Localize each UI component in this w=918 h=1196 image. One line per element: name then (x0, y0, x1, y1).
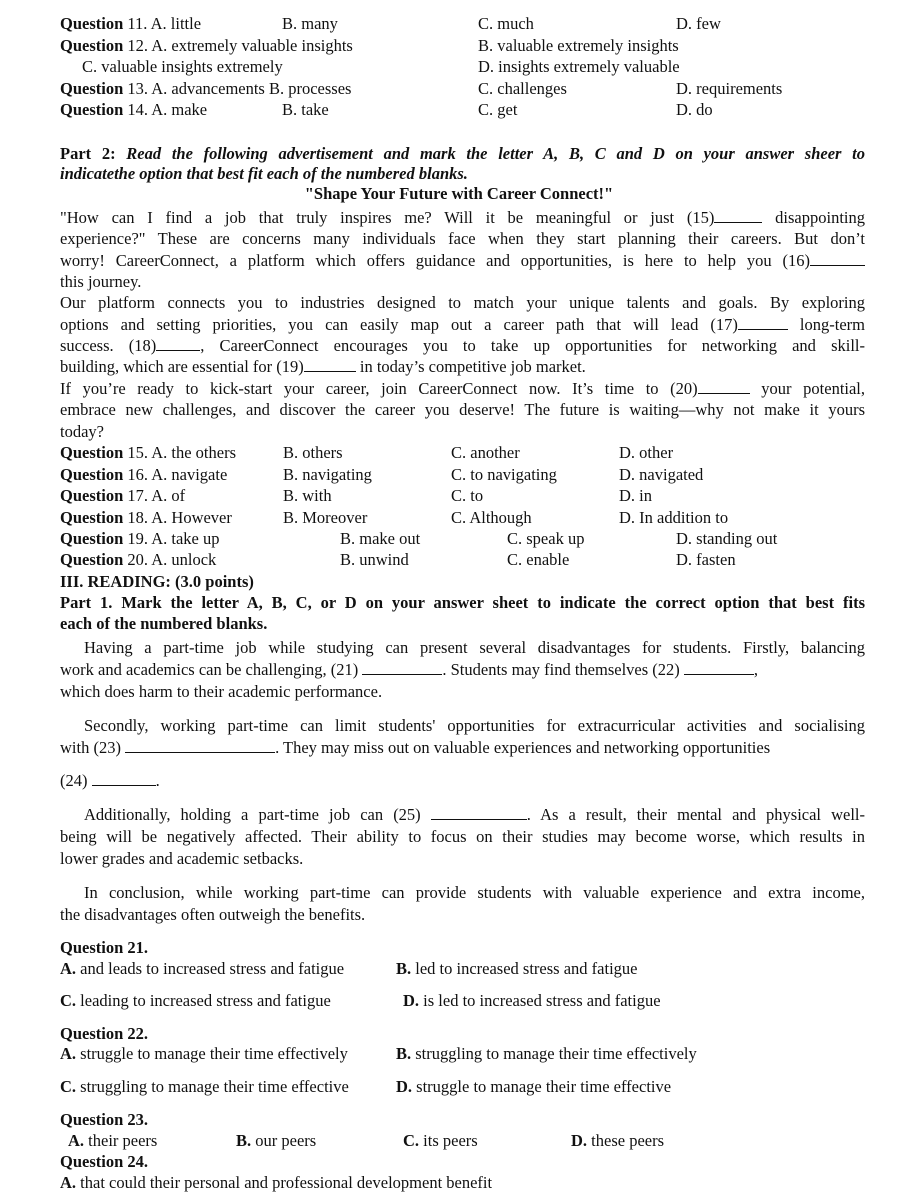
question-17-label: Question 17. A. of (60, 486, 186, 505)
option-18-c: C. Although (451, 508, 532, 527)
option-19-c: C. speak up (507, 529, 585, 548)
option-16-c: C. to navigating (451, 465, 557, 484)
option-11-c: C. much (478, 14, 534, 33)
reading-section-title: III. READING: (3.0 points) (60, 572, 254, 591)
blank-23 (125, 739, 275, 753)
option-18-b: B. Moreover (283, 508, 368, 527)
question-24-title: Question 24. (60, 1152, 149, 1171)
option-20-d: D. fasten (676, 550, 736, 569)
option-20-b: B. unwind (340, 550, 409, 569)
advert-title: "Shape Your Future with Career Connect!" (304, 184, 614, 203)
advert-line: If you’re ready to kick-start your career, join CareerConnect now. It’s time to (20) your potential, (60, 379, 866, 398)
blank-20 (698, 380, 750, 394)
reading-part1-heading-line2: each of the numbered blanks. (60, 614, 268, 633)
blank-18 (156, 337, 200, 351)
question-22-option-d: D. struggle to manage their time effective (396, 1077, 672, 1096)
option-12-b: B. valuable extremely insights (478, 36, 679, 55)
passage-line: lower grades and academic setbacks. (60, 849, 304, 868)
question-19-label: Question 19. A. take up (60, 529, 220, 548)
advert-line: "How can I find a job that truly inspires me? Will it be meaningful or just (15) disappointing (60, 208, 865, 227)
option-19-b: B. make out (340, 529, 421, 548)
option-19-d: D. standing out (676, 529, 778, 548)
advert-line: this journey. (60, 272, 142, 291)
advert-line: success. (18) , CareerConnect encourages you to take up opportunities for networking and skill- (60, 336, 866, 355)
question-21-title: Question 21. (60, 938, 149, 957)
option-14-b: B. take (282, 100, 329, 119)
question-14-label: Question 14. A. make (60, 100, 208, 119)
advert-line: building, which are essential for (19) in today’s competitive job market. (60, 357, 586, 376)
option-18-d: D. In addition to (619, 508, 729, 527)
blank-21 (362, 661, 442, 675)
option-16-d: D. navigated (619, 465, 704, 484)
option-13-c: C. challenges (478, 79, 567, 98)
blank-25 (431, 806, 527, 820)
advert-line: experience?" These are concerns many individuals face when they start planning their careers. But don’t (60, 229, 865, 248)
question-24-option-a: A. that could their personal and professional development benefit (60, 1173, 493, 1192)
option-14-d: D. do (676, 100, 713, 119)
question-22-option-b: B. struggling to manage their time effectively (396, 1044, 697, 1063)
question-21-option-b: B. led to increased stress and fatigue (396, 959, 638, 978)
option-15-d: D. other (619, 443, 674, 462)
part2-heading: Part 2: Read the following advertisement and mark the letter A, B, C and D on your answer sheer to (60, 144, 865, 163)
advert-line: worry! CareerConnect, a platform which offers guidance and opportunities, is here to help you (16) (60, 251, 865, 270)
passage-line: In conclusion, while working part-time can provide students with valuable experience and extra income, (84, 883, 865, 902)
question-22-option-a: A. struggle to manage their time effectively (60, 1044, 348, 1063)
question-21-option-d: D. is led to increased stress and fatigue (403, 991, 661, 1010)
question-16-label: Question 16. A. navigate (60, 465, 228, 484)
option-16-b: B. navigating (283, 465, 372, 484)
advert-line: Our platform connects you to industries designed to match your unique talents and goals. By exploring (60, 293, 865, 312)
option-12-c: C. valuable insights extremely (82, 57, 283, 76)
passage-line: Having a part-time job while studying can present several disadvantages for students. Firstly, balancing (84, 638, 865, 657)
passage-line: with (23) . They may miss out on valuable experiences and networking opportunities (60, 738, 771, 757)
question-23-option-d: D. these peers (571, 1131, 665, 1150)
blank-22 (684, 661, 754, 675)
blank-24 (92, 772, 156, 786)
question-21-option-a: A. and leads to increased stress and fatigue (60, 959, 345, 978)
question-13-label: Question 13. A. advancements B. processes (60, 79, 352, 98)
question-15-label: Question 15. A. the others (60, 443, 237, 462)
option-17-c: C. to (451, 486, 484, 505)
blank-19 (304, 358, 356, 372)
option-17-d: D. in (619, 486, 652, 505)
option-20-c: C. enable (507, 550, 570, 569)
question-11-label: Question 11. A. little (60, 14, 202, 33)
option-17-b: B. with (283, 486, 332, 505)
option-11-b: B. many (282, 14, 338, 33)
option-15-c: C. another (451, 443, 520, 462)
option-14-c: C. get (478, 100, 518, 119)
passage-line: (24) . (60, 771, 160, 790)
question-23-option-c: C. its peers (403, 1131, 478, 1150)
passage-line: which does harm to their academic performance. (60, 682, 383, 701)
question-23-option-b: B. our peers (236, 1131, 317, 1150)
question-22-option-c: C. struggling to manage their time effective (60, 1077, 349, 1096)
question-21-option-c: C. leading to increased stress and fatigue (60, 991, 331, 1010)
option-13-d: D. requirements (676, 79, 783, 98)
blank-16 (810, 252, 865, 266)
passage-line: being will be negatively affected. Their ability to focus on their studies may become worse, which results in (60, 827, 865, 846)
option-11-d: D. few (676, 14, 721, 33)
blank-17 (738, 316, 788, 330)
blank-15 (714, 209, 762, 223)
question-22-title: Question 22. (60, 1024, 149, 1043)
advert-line: embrace new challenges, and discover the career you deserve! The future is waiting—why not make it yours (60, 400, 865, 419)
passage-line: Secondly, working part-time can limit students' opportunities for extracurricular activities and socialising (84, 716, 865, 735)
option-12-d: D. insights extremely valuable (478, 57, 680, 76)
passage-line: Additionally, holding a part-time job can (25) . As a result, their mental and physical well- (84, 805, 865, 824)
passage-line: work and academics can be challenging, (21) . Students may find themselves (22) , (60, 660, 759, 679)
question-18-label: Question 18. A. However (60, 508, 232, 527)
advert-line: options and setting priorities, you can easily map out a career path that will lead (17) long-term (60, 315, 865, 334)
question-23-title: Question 23. (60, 1110, 149, 1129)
reading-part1-heading: Part 1. Mark the letter A, B, C, or D on your answer sheet to indicate the correct option that best fits (60, 593, 865, 612)
question-12-label: Question 12. A. extremely valuable insights (60, 36, 353, 55)
option-15-b: B. others (283, 443, 343, 462)
passage-line: the disadvantages often outweigh the benefits. (60, 905, 366, 924)
part2-heading-line2: indicatethe option that best fit each of the numbered blanks. (60, 164, 468, 183)
question-23-option-a: A. their peers (68, 1131, 158, 1150)
question-20-label: Question 20. A. unlock (60, 550, 217, 569)
advert-line: today? (60, 422, 104, 441)
